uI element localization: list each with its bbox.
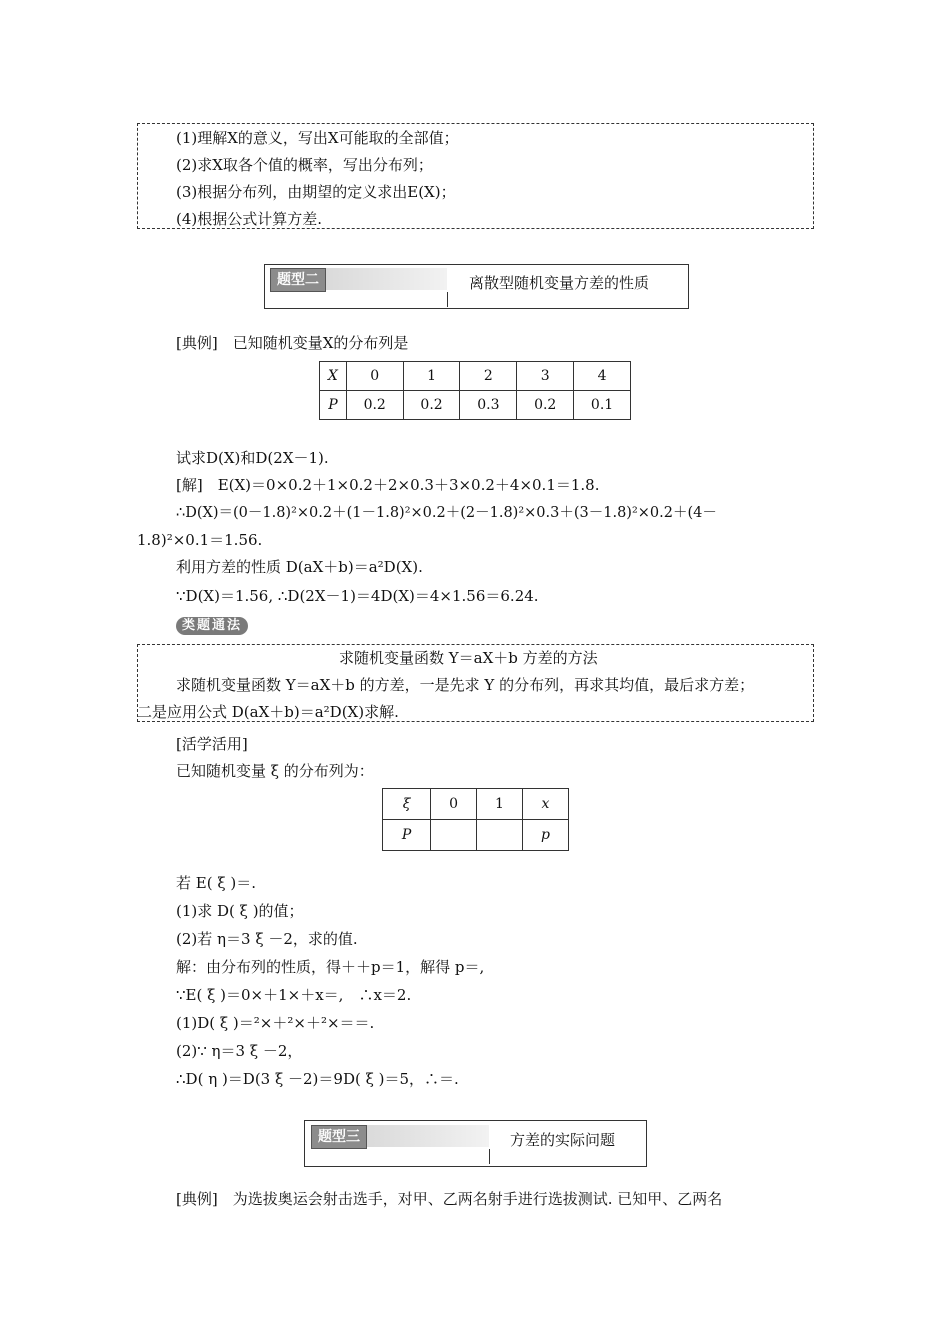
step-1: (1)理解X的意义，写出X可能取的全部值；: [176, 129, 459, 147]
practice-line-8: ∴D( η )＝D(3 ξ －2)＝9D( ξ )＝5，∴＝.: [176, 1070, 459, 1088]
table-cell: [477, 820, 523, 851]
practice-intro: 已知随机变量 ξ 的分布列为：: [176, 762, 374, 780]
table-cell: p: [522, 820, 568, 851]
table-cell: 0: [431, 789, 477, 820]
table-cell: 2: [460, 362, 517, 391]
section3-divider: [489, 1149, 490, 1164]
section3-tag: 题型三: [311, 1125, 367, 1149]
example2-intro: [典例] 为选拔奥运会射击选手，对甲、乙两名射手进行选拔测试. 已知甲、乙两名: [176, 1190, 723, 1208]
practice-line-3: (2)若 η＝3 ξ －2，求的值.: [176, 930, 358, 948]
table-cell: 0.2: [403, 391, 460, 420]
example1-line-6: ∵D(X)＝1.56, ∴D(2X－1)＝4D(X)＝4×1.56＝6.24.: [176, 587, 539, 605]
practice-line-1: 若 E( ξ )＝.: [176, 874, 256, 892]
step-3: (3)根据分布列，由期望的定义求出E(X)；: [176, 183, 456, 201]
table-row: [320, 391, 631, 420]
table-cell: 1: [477, 789, 523, 820]
example1-intro: [典例] 已知随机变量X的分布列是: [176, 334, 409, 352]
table-cell: ξ: [383, 789, 431, 820]
table-cell: [431, 820, 477, 851]
table-row: [320, 362, 631, 391]
table-cell: 0.3: [460, 391, 517, 420]
table-cell: X: [320, 362, 347, 391]
table-cell: 3: [517, 362, 574, 391]
method-title: 求随机变量函数 Y＝aX＋b 方差的方法: [339, 649, 598, 667]
table-cell: 4: [574, 362, 631, 391]
practice-line-5: ∵E( ξ )＝0×＋1×＋x＝, ∴x＝2.: [176, 986, 412, 1004]
example1-line-3: ∴D(X)＝(0－1.8)²×0.2＋(1－1.8)²×0.2＋(2－1.8)²×0.3＋(3－1.8)²×0.2＋(4－: [176, 505, 717, 521]
table-cell: P: [320, 391, 347, 420]
method-line-2: 二是应用公式 D(aX＋b)＝a²D(X)求解.: [137, 703, 399, 721]
table-cell: 0: [346, 362, 403, 391]
table-cell: 0.2: [517, 391, 574, 420]
step-4: (4)根据公式计算方差.: [176, 210, 323, 228]
table-cell: 0.1: [574, 391, 631, 420]
example1-line-4: 1.8)²×0.1＝1.56.: [137, 531, 263, 549]
table-row: [383, 820, 569, 851]
distribution-table-xi: [382, 788, 569, 851]
practice-line-4: 解：由分布列的性质，得＋＋p＝1，解得 p＝,: [176, 958, 485, 976]
example1-line-1: 试求D(X)和D(2X－1).: [176, 449, 329, 467]
method-line-1: 求随机变量函数 Y＝aX＋b 的方差，一是先求 Y 的分布列，再求其均值，最后求方差；: [176, 676, 755, 694]
example1-line-5: 利用方差的性质 D(aX＋b)＝a²D(X).: [176, 558, 423, 576]
example1-line-2: [解] E(X)＝0×0.2＋1×0.2＋2×0.3＋3×0.2＋4×0.1＝1.8.: [176, 476, 600, 494]
table-cell: x: [522, 789, 568, 820]
distribution-table-x: [319, 361, 631, 420]
section2-title: 离散型随机变量方差的性质: [469, 274, 650, 292]
practice-line-7: (2)∵ η＝3 ξ －2，: [176, 1042, 303, 1060]
table-row: [383, 789, 569, 820]
practice-line-6: (1)D( ξ )＝²×＋²×＋²×＝＝.: [176, 1014, 375, 1032]
practice-line-2: (1)求 D( ξ )的值；: [176, 902, 304, 920]
section2-tag: 题型二: [270, 268, 326, 292]
practice-header: [活学活用]: [176, 735, 248, 753]
step-2: (2)求X取各个值的概率，写出分布列；: [176, 156, 433, 174]
table-cell: 1: [403, 362, 460, 391]
method-pill: 类题通法: [176, 617, 248, 635]
table-cell: 0.2: [346, 391, 403, 420]
section2-divider: [447, 292, 448, 307]
table-cell: P: [383, 820, 431, 851]
section3-title: 方差的实际问题: [510, 1131, 616, 1149]
